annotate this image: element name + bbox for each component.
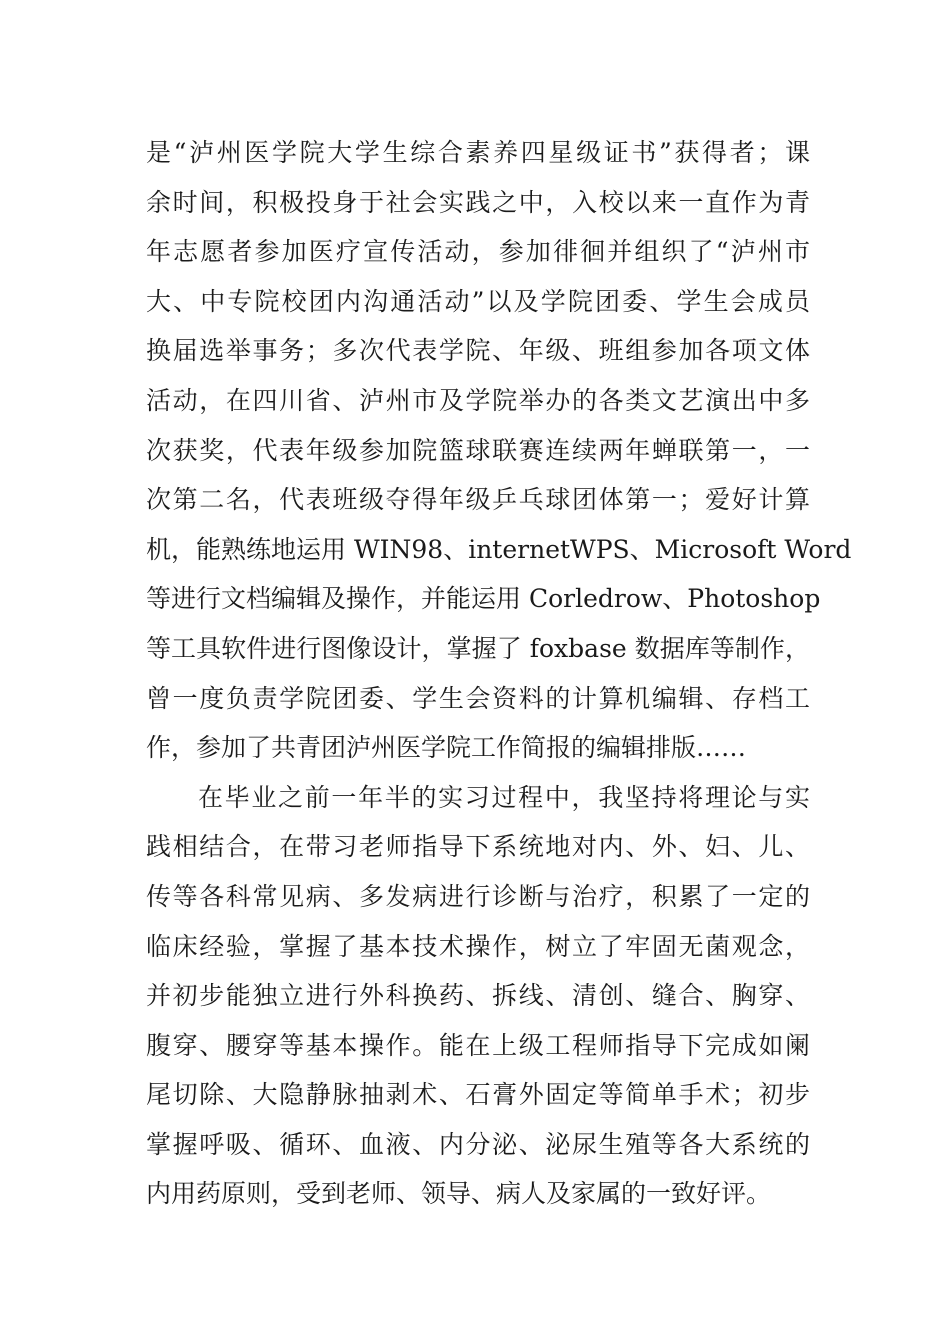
text-line: 并初步能独立进行外科换药、拆线、清创、缝合、胸穿、	[146, 981, 810, 1011]
text-line: 是“泸州医学院大学生综合素养四星级证书”获得者；课	[146, 138, 810, 167]
text-line: 掌握呼吸、循环、血液、内分泌、泌尿生殖等各大系统的	[146, 1129, 810, 1159]
text-line: 曾一度负责学院团委、学生会资料的计算机编辑、存档工	[146, 683, 810, 713]
text-line: 等工具软件进行图像设计，掌握了 foxbase 数据库等制作，	[146, 633, 810, 663]
text-line: 次第二名，代表班级夺得年级乒乓球团体第一；爱好计算	[146, 485, 810, 515]
text-line: 年志愿者参加医疗宣传活动，参加徘徊并组织了“泸州市	[146, 237, 810, 267]
text-line: 机，能熟练地运用 WIN98、internetWPS、Microsoft Word	[146, 534, 852, 564]
text-line: 换届选举事务；多次代表学院、年级、班组参加各项文体	[146, 336, 810, 366]
text-line: 大、中专院校团内沟通活动”以及学院团委、学生会成员	[146, 286, 810, 316]
text-line: 次获奖，代表年级参加院篮球联赛连续两年蝉联第一，一	[146, 435, 810, 465]
text-line: 临床经验，掌握了基本技术操作，树立了牢固无菌观念，	[146, 931, 810, 961]
text-line: 余时间，积极投身于社会实践之中，入校以来一直作为青	[146, 187, 810, 217]
text-line: 传等各科常见病、多发病进行诊断与治疗，积累了一定的	[146, 881, 810, 911]
document-body	[146, 128, 852, 1219]
text-line: 在毕业之前一年半的实习过程中，我坚持将理论与实	[198, 782, 810, 812]
paragraph-2	[146, 773, 810, 1219]
text-line: 作，参加了共青团泸州医学院工作简报的编辑排版……	[146, 733, 747, 763]
paragraph-1	[146, 128, 852, 773]
text-line: 活动，在四川省、泸州市及学院举办的各类文艺演出中多	[146, 385, 810, 415]
text-line: 践相结合，在带习老师指导下系统地对内、外、妇、儿、	[146, 832, 810, 862]
text-line: 腹穿、腰穿等基本操作。能在上级工程师指导下完成如阑	[146, 1030, 810, 1060]
text-line: 等进行文档编辑及操作，并能运用 Corledrow、Photoshop	[146, 584, 821, 614]
text-line: 尾切除、大隐静脉抽剥术、石膏外固定等简单手术；初步	[146, 1080, 810, 1110]
text-line: 内用药原则，受到老师、领导、病人及家属的一致好评。	[146, 1179, 772, 1209]
